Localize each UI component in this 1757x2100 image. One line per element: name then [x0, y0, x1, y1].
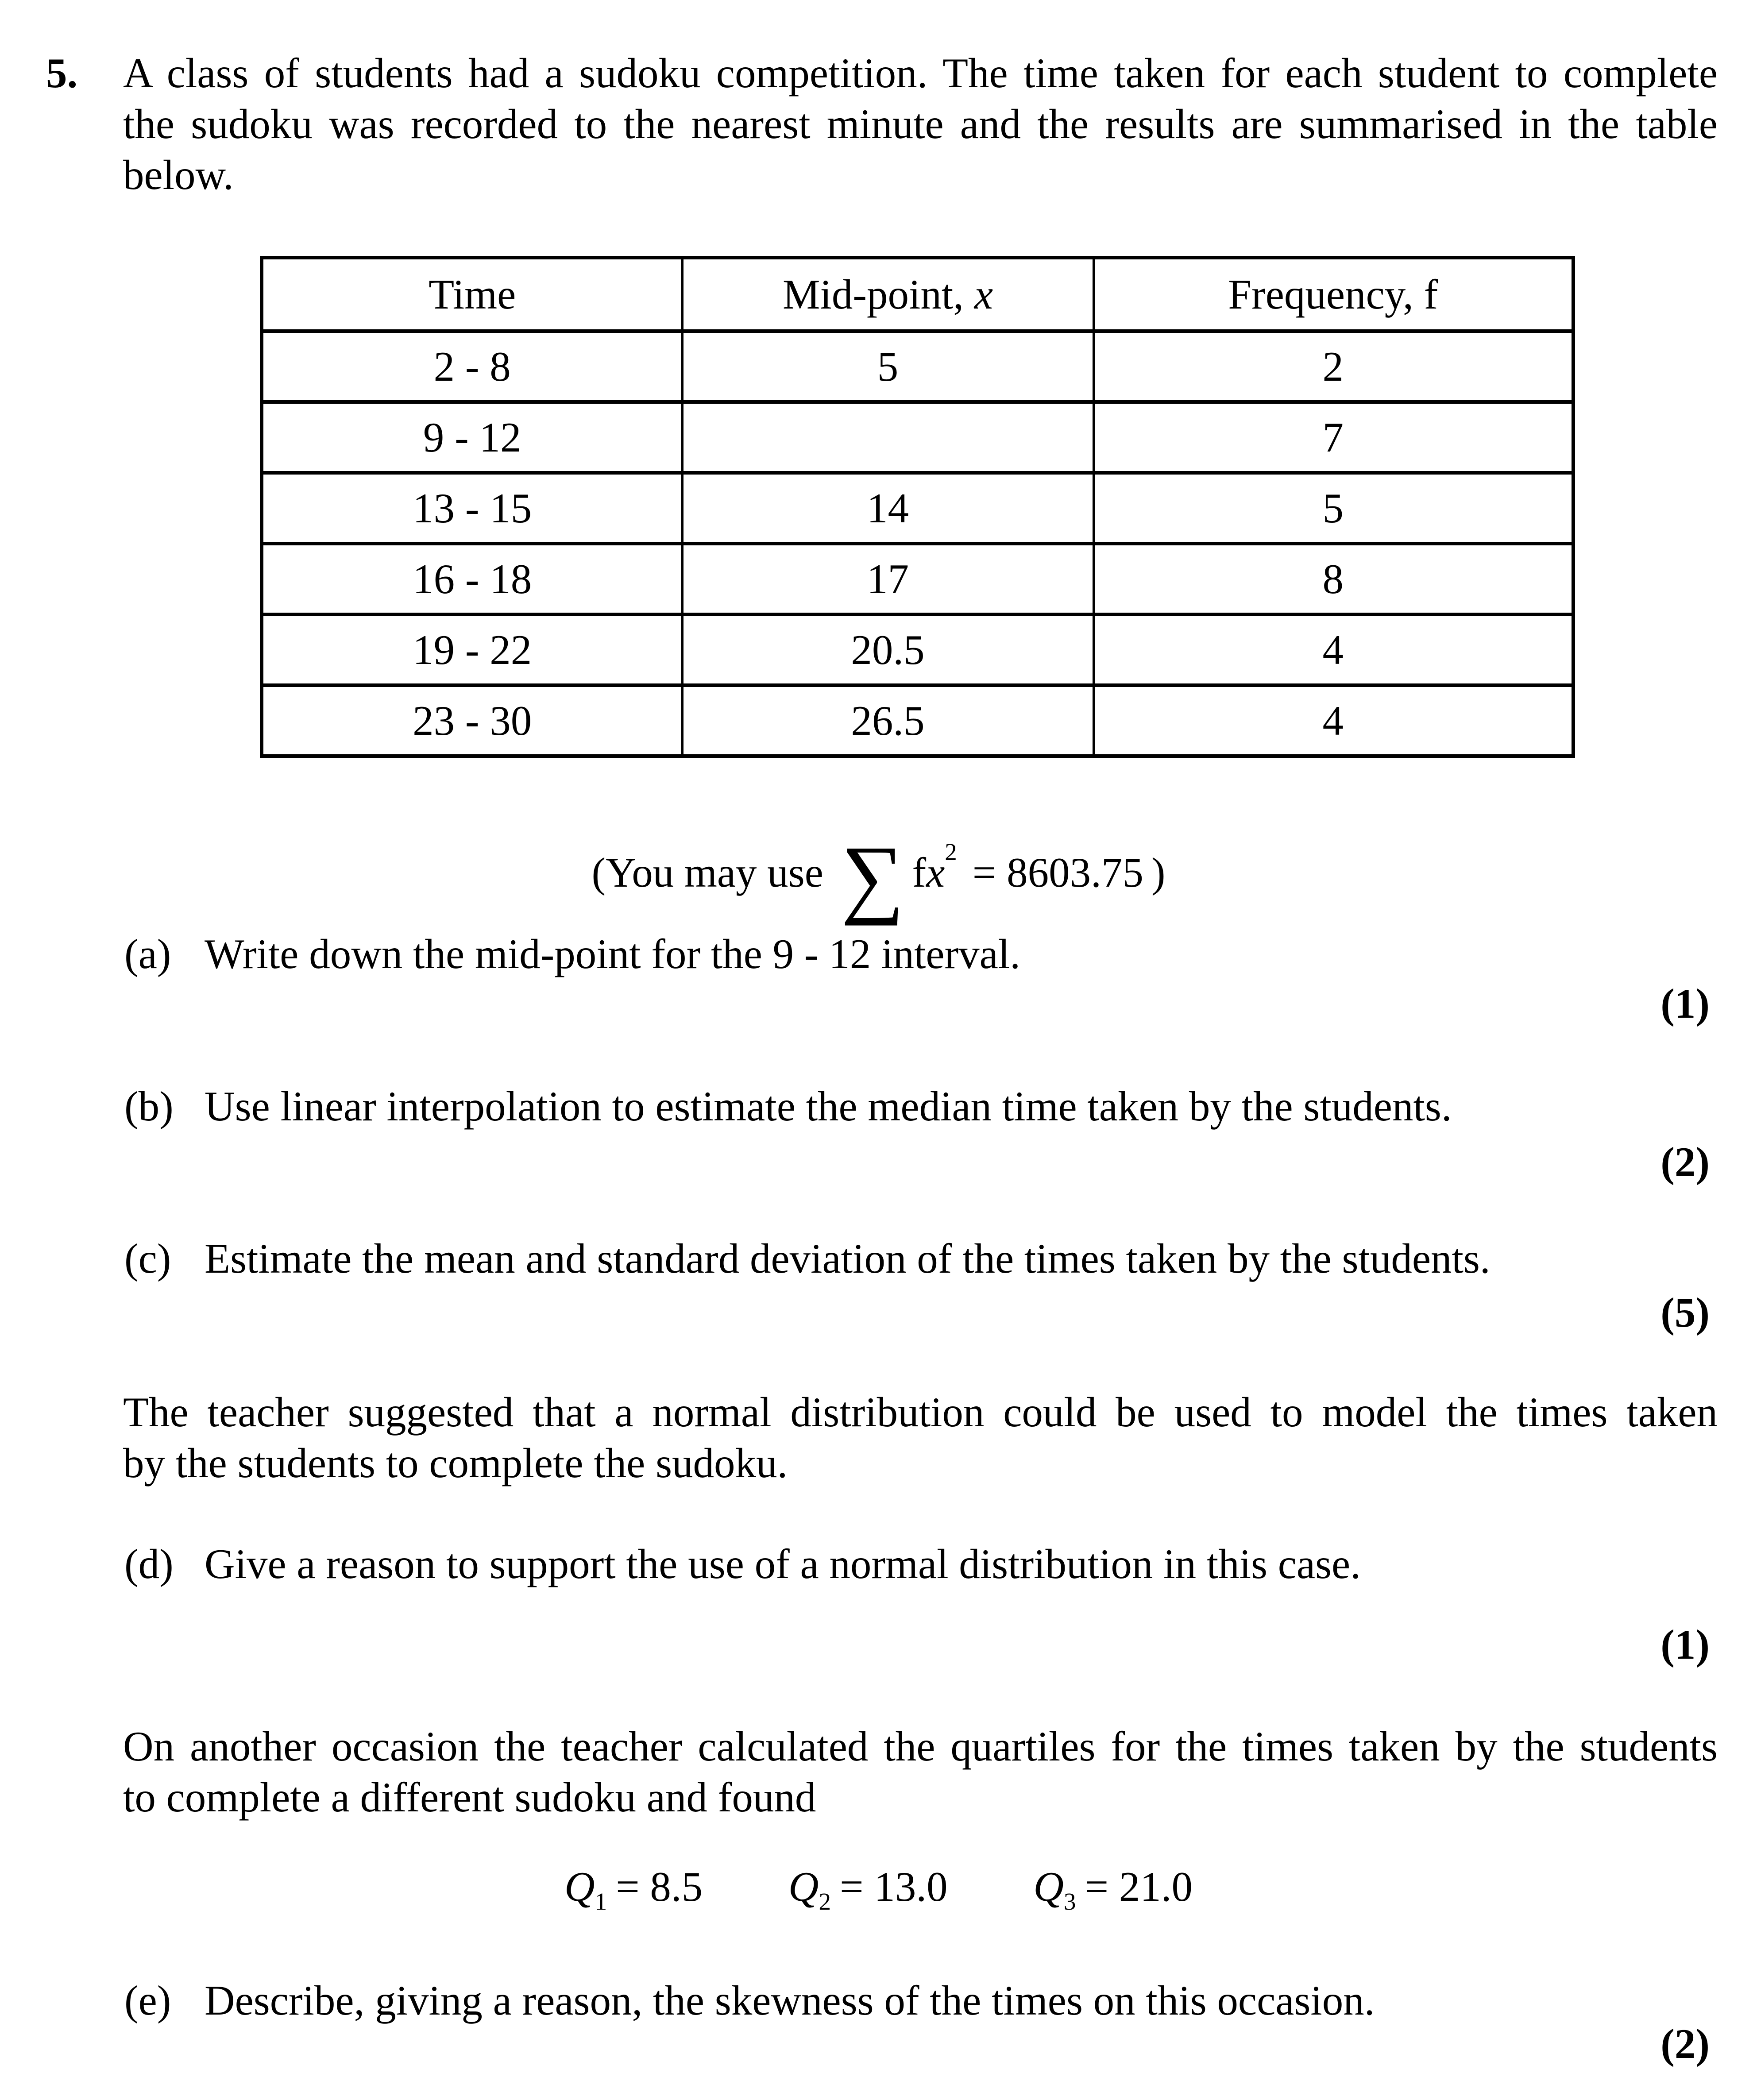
table-row [262, 402, 1573, 473]
cell-midpoint: 14 [682, 473, 1093, 544]
part-d-label: (d) [124, 1540, 174, 1587]
normal-distribution-paragraph [123, 1387, 1718, 1489]
part-c [124, 1233, 1491, 1284]
header-midpoint: Mid-point, x [682, 258, 1093, 331]
quartile-q1: $Q_1 = 8.5$ [564, 1863, 703, 1915]
formula-f: f [912, 849, 927, 896]
question-number: 5. [46, 50, 78, 97]
table-row [262, 473, 1573, 544]
part-e-label: (e) [124, 1977, 171, 2024]
intro-line-2: the sudoku was recorded to the nearest minute and the results are summarised in the table [123, 100, 1718, 147]
part-c-text: Estimate the mean and standard deviation of the times taken by the students. [205, 1235, 1491, 1282]
header-frequency: Frequency, f [1093, 258, 1573, 331]
part-b-marks: (2) [1660, 1139, 1710, 1185]
another-occasion-paragraph [123, 1721, 1718, 1823]
formula-exponent: 2 [945, 838, 957, 865]
question-intro [123, 48, 1718, 201]
part-a-text: Write down the mid-point for the 9 - 12 interval. [205, 930, 1020, 977]
sum-fx-squared-formula [0, 808, 1757, 926]
midpoint-variable: x [974, 270, 993, 318]
cell-time: 9 - 12 [262, 402, 682, 473]
intro-line-1: A class of students had a sudoku competition. The time taken for each student to complete [123, 50, 1718, 97]
cell-frequency: 7 [1093, 402, 1573, 473]
table-header-row [262, 258, 1573, 331]
cell-midpoint: 5 [682, 331, 1093, 402]
part-b-label: (b) [124, 1083, 174, 1130]
table-row [262, 331, 1573, 402]
cell-midpoint: 26.5 [682, 685, 1093, 756]
part-c-marks: (5) [1660, 1289, 1710, 1336]
quartile-q2: $Q_2 = 13.0$ [788, 1863, 948, 1915]
cell-time: 13 - 15 [262, 473, 682, 544]
table-row [262, 685, 1573, 756]
normal-paragraph-line-1: The teacher suggested that a normal distribution could be used to model the times taken [123, 1389, 1718, 1436]
cell-time: 19 - 22 [262, 614, 682, 685]
frequency-table [260, 256, 1575, 758]
cell-frequency: 2 [1093, 331, 1573, 402]
cell-frequency: 5 [1093, 473, 1573, 544]
part-c-label: (c) [124, 1235, 171, 1282]
formula-prefix: (You may use [591, 849, 823, 896]
part-a [124, 929, 1020, 980]
formula-x: x [926, 849, 945, 896]
part-e-marks: (2) [1660, 2020, 1710, 2067]
formula-close-paren: ) [1151, 849, 1166, 896]
cell-frequency: 8 [1093, 544, 1573, 614]
cell-time: 23 - 30 [262, 685, 682, 756]
part-e-text: Describe, giving a reason, the skewness of the times on this occasion. [205, 1977, 1375, 2024]
cell-frequency: 4 [1093, 614, 1573, 685]
cell-time: 2 - 8 [262, 331, 682, 402]
quartile-values [0, 1861, 1757, 1927]
part-d-text: Give a reason to support the use of a normal distribution in this case. [205, 1540, 1361, 1587]
header-time: Time [262, 258, 682, 331]
quartile-q3: $Q_3 = 21.0$ [1033, 1863, 1193, 1915]
cell-frequency: 4 [1093, 685, 1573, 756]
part-b-text: Use linear interpolation to estimate the median time taken by the students. [205, 1083, 1452, 1130]
occasion-paragraph-line-1: On another occasion the teacher calculated the quartiles for the times taken by the students [123, 1723, 1718, 1770]
cell-time: 16 - 18 [262, 544, 682, 614]
part-a-marks: (1) [1660, 980, 1710, 1027]
sigma-symbol: ∑ [841, 828, 904, 926]
part-d [124, 1539, 1361, 1590]
formula-value: = 8603.75 [972, 849, 1143, 896]
normal-paragraph-line-2: by the students to complete the sudoku. [123, 1440, 788, 1486]
occasion-paragraph-line-2: to complete a different sudoku and found [123, 1774, 816, 1821]
part-e [124, 1975, 1375, 2026]
cell-midpoint: 20.5 [682, 614, 1093, 685]
table-row [262, 544, 1573, 614]
part-a-label: (a) [124, 930, 171, 977]
table-row [262, 614, 1573, 685]
intro-line-3: below. [123, 151, 234, 198]
part-b [124, 1081, 1452, 1132]
cell-midpoint [682, 402, 1093, 473]
part-d-marks: (1) [1660, 1621, 1710, 1668]
cell-midpoint: 17 [682, 544, 1093, 614]
